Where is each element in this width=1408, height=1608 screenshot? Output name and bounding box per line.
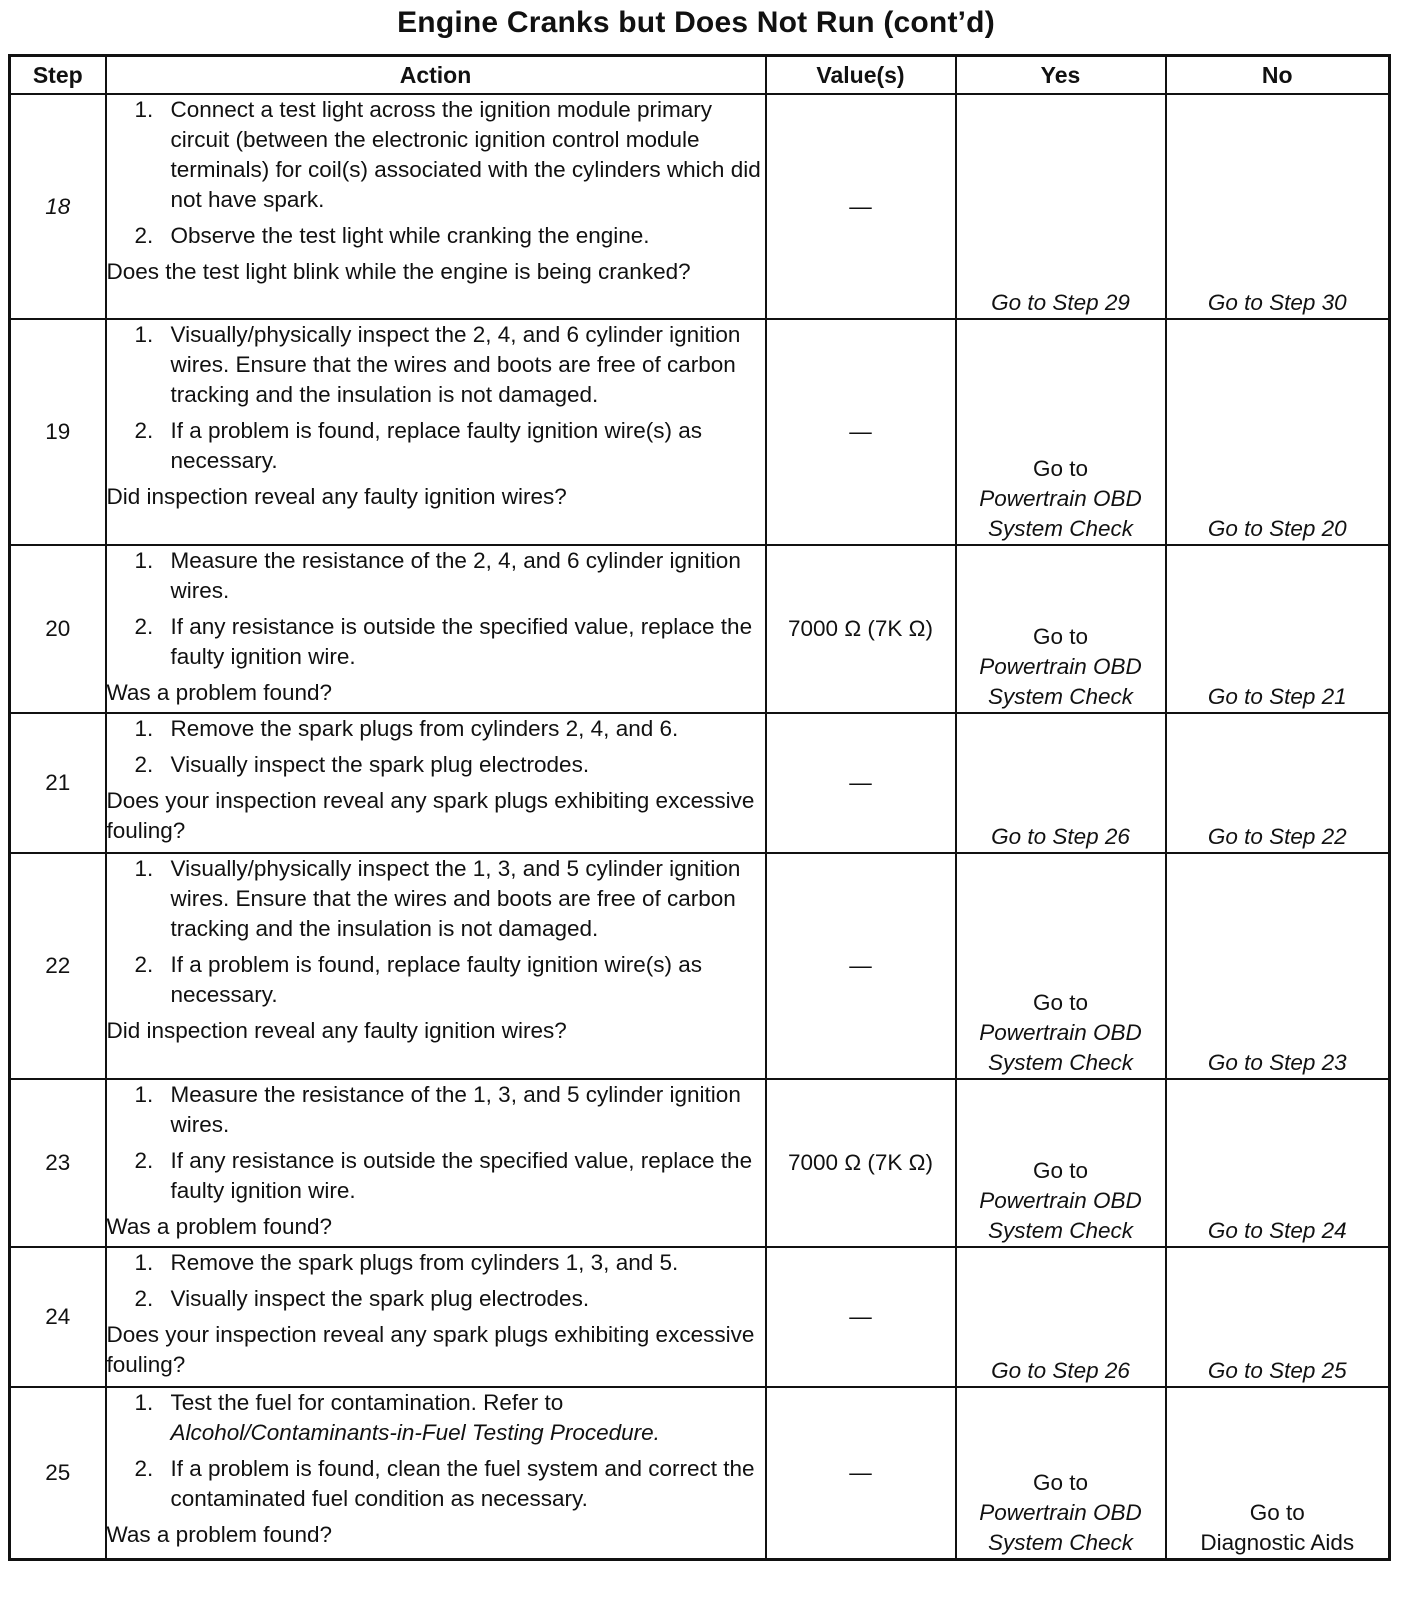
yes-cell: Go to Step 26 xyxy=(956,1247,1166,1387)
action-question: Does the test light blink while the engine is being cranked? xyxy=(106,259,691,284)
action-item: 2. Visually inspect the spark plug electrodes. xyxy=(134,752,590,777)
yes-cell: Go to Step 26 xyxy=(956,713,1166,853)
action-question: Does your inspection reveal any spark plugs exhibiting excessive fouling? xyxy=(106,1322,755,1377)
action-item: 1. Measure the resistance of the 2, 4, and 6 cylinder ignition wires. xyxy=(134,548,741,603)
action-item: 1. Remove the spark plugs from cylinders 2, 4, and 6. xyxy=(134,716,679,741)
step-number: 21 xyxy=(10,713,106,853)
value-cell: — xyxy=(766,713,956,853)
action-item: 1. Visually/physically inspect the 1, 3, and 5 cylinder ignition wires. Ensure that the wires and boots are free of carbon tracking and the insulation is not damaged. xyxy=(134,856,741,941)
action-question: Does your inspection reveal any spark plugs exhibiting excessive fouling? xyxy=(106,788,755,843)
value-cell: 7000 Ω (7K Ω) xyxy=(766,545,956,713)
value-cell: — xyxy=(766,1387,956,1559)
table-row xyxy=(10,1247,1390,1387)
value-cell: — xyxy=(766,1247,956,1387)
yes-cell: Go to Powertrain OBD System Check xyxy=(956,319,1166,545)
page-title: Engine Cranks but Does Not Run (cont’d) xyxy=(397,6,995,39)
action-item: 1. Connect a test light across the ignition module primary circuit (between the electronic ignition control module terminals) for coil(s) associated with the cylinders which did not have spark. xyxy=(134,97,761,212)
table-row xyxy=(10,713,1390,853)
no-cell: Go to Step 24 xyxy=(1166,1079,1390,1247)
step-number: 22 xyxy=(10,853,106,1079)
step-number: 23 xyxy=(10,1079,106,1247)
table-row xyxy=(10,1387,1390,1559)
step-number: 25 xyxy=(10,1387,106,1559)
table-row xyxy=(10,545,1390,713)
col-header-yes: Yes xyxy=(956,56,1166,95)
action-question: Was a problem found? xyxy=(106,1522,333,1547)
value-cell: — xyxy=(766,94,956,319)
no-cell: Go to Step 22 xyxy=(1166,713,1390,853)
action-question: Was a problem found? xyxy=(106,1214,333,1239)
action-cell xyxy=(106,713,766,853)
action-item: 2. Observe the test light while cranking the engine. xyxy=(134,223,650,248)
action-item: 2. If a problem is found, clean the fuel system and correct the contaminated fuel condition as necessary. xyxy=(134,1456,755,1511)
no-cell: Go to Step 23 xyxy=(1166,853,1390,1079)
step-number: 18 xyxy=(10,94,106,319)
action-item: 1. Test the fuel for contamination. Refer to Alcohol/Contaminants-in-Fuel Testing Procedure. xyxy=(134,1390,660,1445)
table-row xyxy=(10,853,1390,1079)
step-number: 20 xyxy=(10,545,106,713)
col-header-no: No xyxy=(1166,56,1390,95)
yes-cell: Go to Powertrain OBD System Check xyxy=(956,853,1166,1079)
col-header-action: Action xyxy=(106,56,766,95)
diagnostic-table xyxy=(8,54,1391,1561)
yes-cell: Go to Powertrain OBD System Check xyxy=(956,1079,1166,1247)
action-cell xyxy=(106,94,766,319)
no-cell: Go to Step 20 xyxy=(1166,319,1390,545)
no-cell: Go to Step 30 xyxy=(1166,94,1390,319)
action-item: 1. Visually/physically inspect the 2, 4, and 6 cylinder ignition wires. Ensure that the wires and boots are free of carbon tracking and the insulation is not damaged. xyxy=(134,322,741,407)
col-header-values: Value(s) xyxy=(766,56,956,95)
action-item: 2. Visually inspect the spark plug electrodes. xyxy=(134,1286,590,1311)
procedure-reference: Alcohol/Contaminants-in-Fuel Testing Procedure. xyxy=(170,1420,660,1445)
table-row xyxy=(10,1079,1390,1247)
table-row xyxy=(10,94,1390,319)
yes-cell: Go to Powertrain OBD System Check xyxy=(956,1387,1166,1559)
action-cell xyxy=(106,1247,766,1387)
action-item: 2. If a problem is found, replace faulty ignition wire(s) as necessary. xyxy=(134,418,702,473)
action-item: 1. Measure the resistance of the 1, 3, and 5 cylinder ignition wires. xyxy=(134,1082,741,1137)
action-cell xyxy=(106,545,766,713)
col-header-step: Step xyxy=(10,56,106,95)
action-question: Was a problem found? xyxy=(106,680,333,705)
action-question: Did inspection reveal any faulty ignition wires? xyxy=(106,1018,567,1043)
action-cell xyxy=(106,1079,766,1247)
action-item: 1. Remove the spark plugs from cylinders 1, 3, and 5. xyxy=(134,1250,679,1275)
action-cell xyxy=(106,319,766,545)
no-cell: Go to Diagnostic Aids xyxy=(1166,1387,1390,1559)
no-cell: Go to Step 21 xyxy=(1166,545,1390,713)
action-item: 2. If any resistance is outside the specified value, replace the faulty ignition wire. xyxy=(134,614,753,669)
value-cell: 7000 Ω (7K Ω) xyxy=(766,1079,956,1247)
header-row xyxy=(10,56,1390,95)
action-cell xyxy=(106,853,766,1079)
yes-cell: Go to Step 29 xyxy=(956,94,1166,319)
action-question: Did inspection reveal any faulty ignition wires? xyxy=(106,484,567,509)
action-item: 2. If a problem is found, replace faulty ignition wire(s) as necessary. xyxy=(134,952,702,1007)
step-number: 19 xyxy=(10,319,106,545)
value-cell: — xyxy=(766,319,956,545)
action-item: 2. If any resistance is outside the specified value, replace the faulty ignition wire. xyxy=(134,1148,753,1203)
table-row xyxy=(10,319,1390,545)
action-cell xyxy=(106,1387,766,1559)
yes-cell: Go to Powertrain OBD System Check xyxy=(956,545,1166,713)
no-cell: Go to Step 25 xyxy=(1166,1247,1390,1387)
step-number: 24 xyxy=(10,1247,106,1387)
value-cell: — xyxy=(766,853,956,1079)
